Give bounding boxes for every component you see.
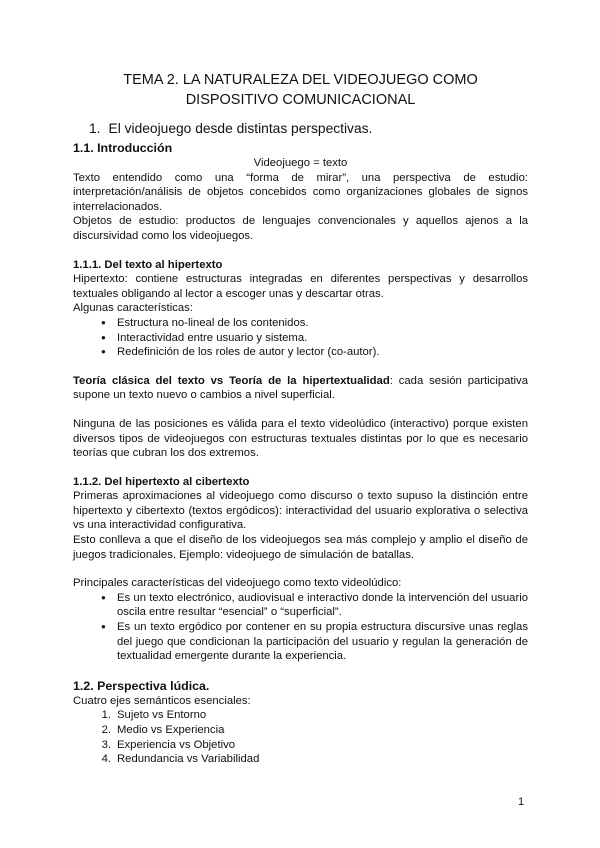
list-item: ● Estructura no-lineal de los contenidos. <box>103 316 528 331</box>
section-1-number: 1. <box>89 121 101 136</box>
paragraph: Ninguna de las posiciones es válida para el texto videolúdico (interactivo) porque existen diversos tipos de videojuegos con estructuras textuales distintas por lo que es necesario teorías que cubran los dos extremos. <box>73 417 528 460</box>
definition-line: Videojuego = texto <box>253 157 348 169</box>
bold-rest: : cada sesión participativa supone un texto nuevo o cambios a nivel superficial. <box>73 374 528 402</box>
list-item: ● Redefinición de los roles de autor y lector (co-autor). <box>103 345 528 360</box>
paragraph: Esto conlleva a que el diseño de los videojuegos sea más complejo y amplio el diseño de juegos tradicionales. Ejemplo: videojuego de simulación de batallas. <box>73 534 528 561</box>
section-1-1-2-heading: 1.1.2. Del hipertexto al cibertexto <box>73 475 250 488</box>
section-1-2-heading: 1.2. Perspectiva lúdica. <box>73 678 210 693</box>
title-line-1: TEMA 2. LA NATURALEZA DEL VIDEOJUEGO COMO <box>123 72 478 88</box>
bullet-list <box>73 316 528 360</box>
paragraph: Texto entendido como una “forma de mirar”, una perspectiva de estudio: interpretación/análisis de objetos concebidos como organizaciones globales de signos interrelacionados. <box>73 171 528 213</box>
document-page <box>73 70 528 767</box>
document-title <box>73 70 528 110</box>
list-item: ● Es un texto ergódico por contener en su propia estructura discursive unas reglas del juego que condicionan la participación del usuario y regulan la generación de textualidad emergente durante la experiencia. <box>103 620 528 664</box>
paragraph <box>73 374 528 403</box>
bold-lead: Teoría clásica del texto vs Teoría de la hipertextualidad <box>73 374 390 387</box>
paragraph: Objetos de estudio: productos de lenguajes convencionales y aquellos ajenos a la discursividad como los videojuegos. <box>73 215 528 242</box>
list-item: 4. Redundancia vs Variabilidad <box>101 753 260 766</box>
title-line-2: DISPOSITIVO COMUNICACIONAL <box>185 92 416 108</box>
paragraph: Primeras aproximaciones al videojuego como discurso o texto supuso la distinción entre hipertexto y cibertexto (textos ergódicos): interactividad del usuario explorativa o selectiva vs una interactividad configurativa. <box>73 490 528 532</box>
paragraph: Principales características del videojuego como texto videolúdico: <box>73 577 402 590</box>
paragraph: Hipertexto: contiene estructuras integradas en diferentes perspectivas y desarrollos textuales obligando al lector a escoger unas y descartar otras. <box>73 273 528 300</box>
list-item: 1. Sujeto vs Entorno <box>101 709 207 722</box>
list-item: 2. Medio vs Experiencia <box>101 724 225 736</box>
list-item: 3. Experiencia vs Objetivo <box>101 738 236 751</box>
bullet-list <box>73 591 528 664</box>
numbered-list <box>73 708 528 766</box>
section-1-heading <box>89 120 528 138</box>
page-number: 1 <box>518 796 525 808</box>
list-item: ● Interactividad entre usuario y sistema. <box>103 331 528 346</box>
list-item: ● Es un texto electrónico, audiovisual e interactivo donde la intervención del usuario oscila entre resultar “esencial” o “superficial”. <box>103 591 528 620</box>
section-1-1-heading: 1.1. Introducción <box>73 141 173 155</box>
paragraph: Cuatro ejes semánticos esenciales: <box>73 694 251 707</box>
paragraph: Algunas características: <box>73 302 193 315</box>
section-1-1-1-heading: 1.1.1. Del texto al hipertexto <box>73 258 223 271</box>
section-1-text: El videojuego desde distintas perspectivas. <box>108 121 373 136</box>
